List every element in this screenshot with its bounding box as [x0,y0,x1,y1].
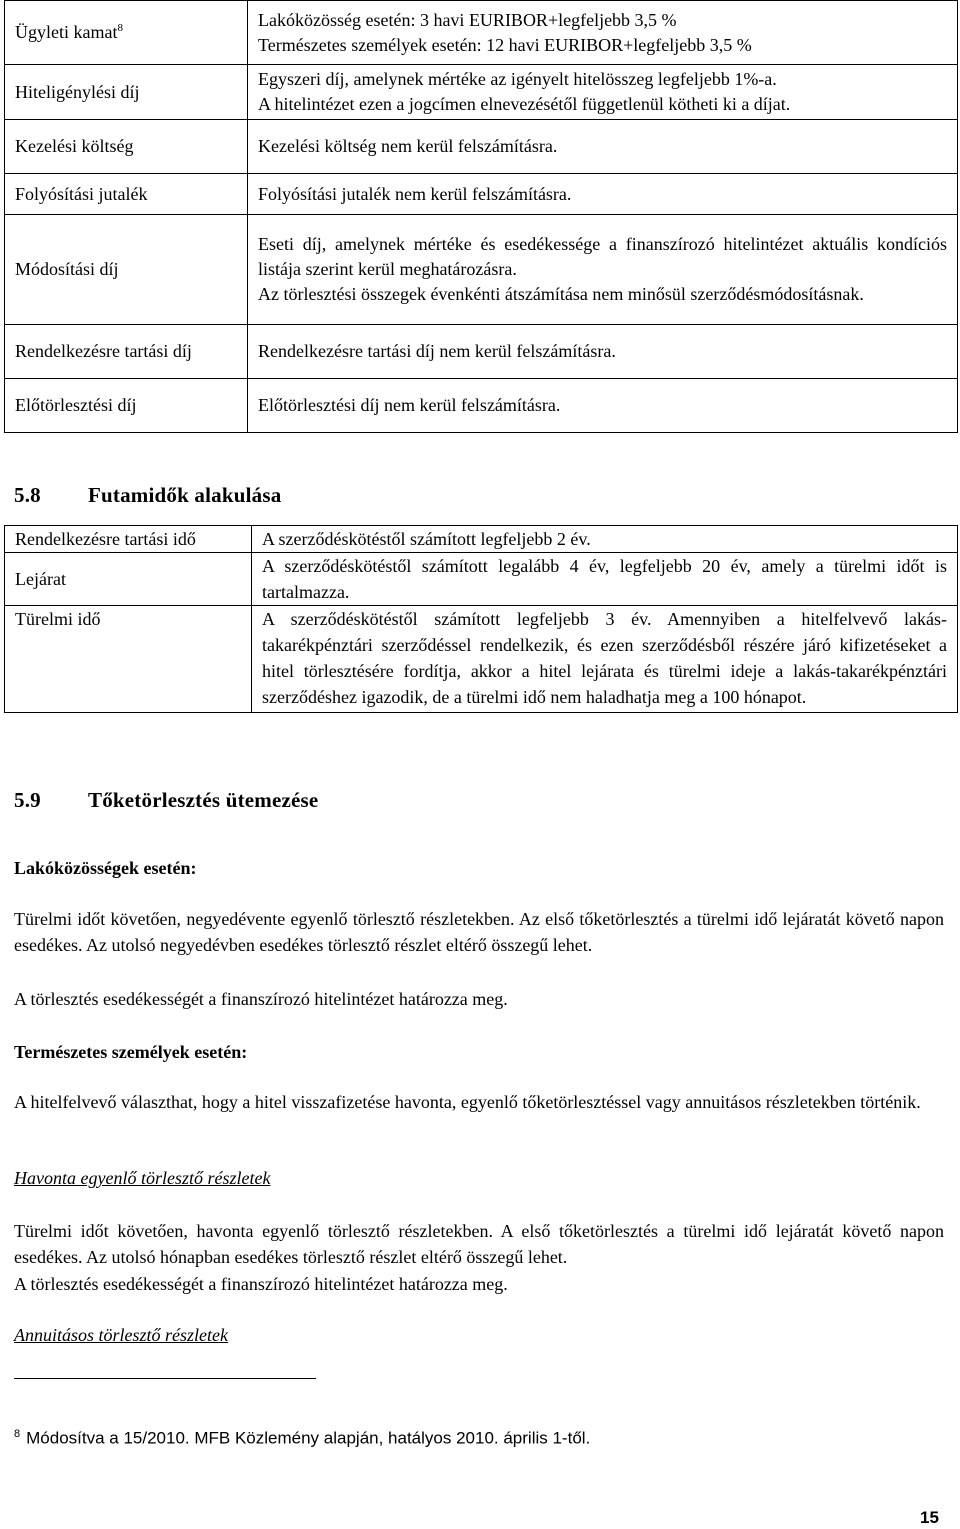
terms-label: Lejárat [5,553,252,606]
fee-table [4,0,958,433]
terms-row-turelmi-ido [5,606,958,713]
fee-row-hiteligenylesi-dij [5,65,958,120]
subheading-termeszetes-szemelyek: Természetes személyek esetén: [14,1042,248,1062]
fee-value-line: Előtörlesztési díj nem kerül felszámításra. [248,379,958,433]
paragraph: A hitelfelvevő választhat, hogy a hitel visszafizetése havonta, egyenlő tőketörlesztéssel vagy annuitásos részletekben történik. [14,1092,921,1112]
fee-row-ugyleti-kamat [5,1,958,65]
fee-value-line: Természetes személyek esetén: 12 havi EURIBOR+legfeljebb 3,5 % [258,34,752,55]
subheading-annuitasos: Annuitásos törlesztő részletek [14,1325,228,1345]
section-heading-5-8: 5.8 Futamidők alakulása [14,483,282,507]
footnote-mark: 8 [14,1428,21,1440]
fee-row-folyositasi-jutalek [5,174,958,215]
section-heading-5-9: 5.9 Tőketörlesztés ütemezése [14,788,319,812]
fee-row-modositasi-dij [5,215,958,325]
fee-value-line: Rendelkezésre tartási díj nem kerül felszámításra. [248,325,958,379]
footnote-ref: 8 [117,22,123,34]
subheading-lakokozossegek: Lakóközösségek esetén: [14,858,197,878]
fee-label: Hiteligénylési díj [5,65,248,120]
footnote-text: Módosítva a 15/2010. MFB Közlemény alapján, hatályos 2010. április 1-től. [26,1428,591,1448]
fee-label: Előtörlesztési díj [5,379,248,433]
terms-table [4,525,958,713]
terms-value: A szerződéskötéstől számított legfeljebb 2 év. [252,526,958,553]
terms-value: A szerződéskötéstől számított legalább 4 év, legfeljebb 20 év, amely a türelmi időt is tartalmazza. [252,553,958,606]
fee-row-rendelkezesre-tartasi-dij [5,325,958,379]
terms-value: A szerződéskötéstől számított legfeljebb 3 év. Amennyiben a hitelfelvevő lakás-takarékpénztári szerződéssel rendelkezik, és ezen szerződésből részére járó kifizetéseket a hitel törlesztésére fordítja, akkor a hitel lejárata és türelmi ideje a lakás-takarékpénztári szerződéshez igazodik, de a türelmi idő nem haladhatja meg a 100 hónapot. [252,606,958,713]
fee-row-kezelesi-koltseg [5,120,958,174]
fee-label: Módosítási díj [5,215,248,325]
subheading-havonta: Havonta egyenlő törlesztő részletek [14,1168,271,1188]
fee-label: Rendelkezésre tartási díj [5,325,248,379]
paragraph: Türelmi időt követően, negyedévente egyenlő törlesztő részletekben. Az első tőketörlesztés a türelmi idő lejáratát követő napon esedékes. Az utolsó negyedévben esedékes törlesztő részlet eltérő összegű lehet. [14,909,944,955]
fee-row-elotorlesztesi-dij [5,379,958,433]
footnote-separator [14,1378,316,1379]
fee-label: Kezelési költség [5,120,248,174]
terms-row-lejarat [5,553,958,606]
fee-label: Ügyleti kamat [15,22,118,42]
paragraph: A törlesztés esedékességét a finanszírozó hitelintézet határozza meg. [14,989,508,1009]
terms-row-rendelkezesre-tartasi-ido [5,526,958,553]
footnote [14,1428,590,1449]
fee-value-line: Lakóközösség esetén: 3 havi EURIBOR+legfeljebb 3,5 % [258,9,677,30]
fee-value-line: Folyósítási jutalék nem kerül felszámításra. [248,174,958,215]
fee-label: Folyósítási jutalék [5,174,248,215]
terms-label: Türelmi idő [5,606,252,713]
terms-label: Rendelkezésre tartási idő [5,526,252,553]
fee-value-line: Kezelési költség nem kerül felszámításra. [248,120,958,174]
fee-value-line: Eseti díj, amelynek mértéke és esedékessége a finanszírozó hitelintézet aktuális kondíciós listája szerint kerül meghatározásra. [258,234,947,279]
paragraph: A törlesztés esedékességét a finanszírozó hitelintézet határozza meg. [14,1274,508,1294]
fee-value-line: Az törlesztési összegek évenkénti átszámítása nem minősül szerződésmódosításnak. [258,284,864,304]
page-number: 15 [920,1508,939,1527]
paragraph: Türelmi időt követően, havonta egyenlő törlesztő részletekben. A első tőketörlesztés a türelmi idő lejáratát követő napon esedékes. Az utolsó hónapban esedékes törlesztő részlet eltérő összegű lehet. [14,1221,944,1267]
fee-value-line: A hitelintézet ezen a jogcímen elnevezésétől függetlenül kötheti ki a díjat. [258,94,791,114]
fee-value-line: Egyszeri díj, amelynek mértéke az igényelt hitelösszeg legfeljebb 1%-a. [258,69,777,89]
